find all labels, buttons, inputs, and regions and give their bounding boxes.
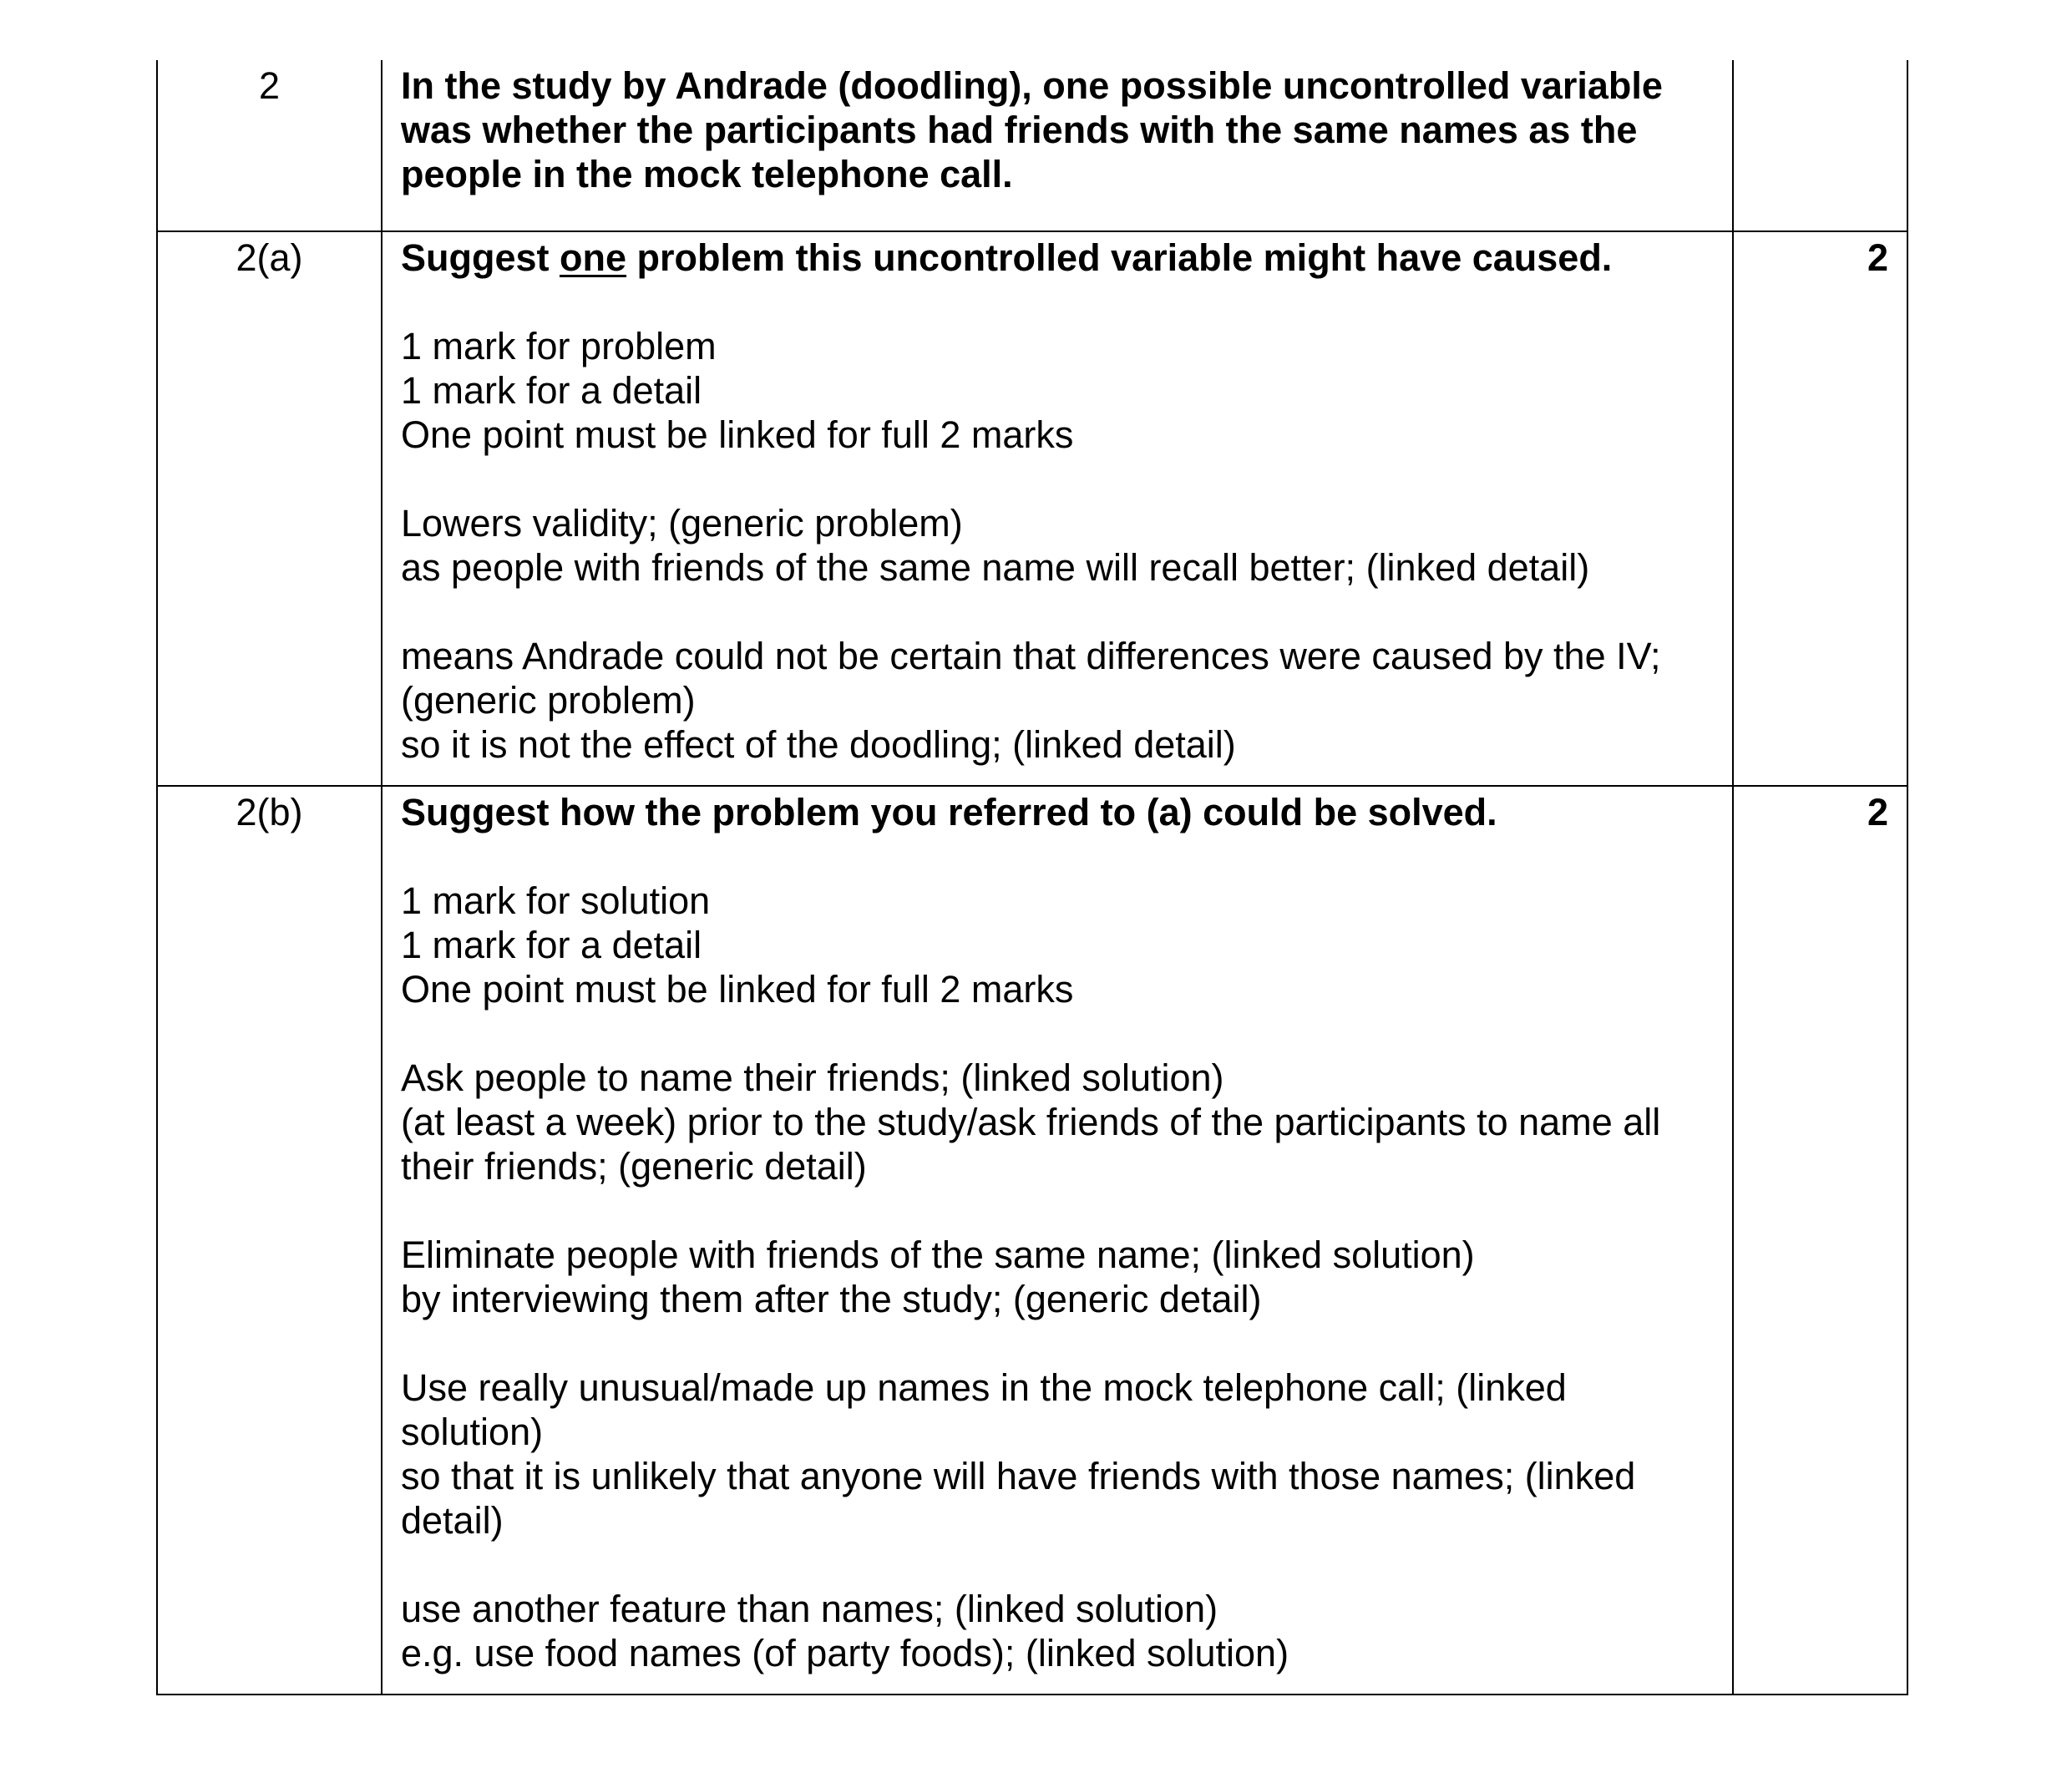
question-text-cell [382, 60, 1733, 231]
answer-line: Ask people to name their friends; (linked solution) [401, 1056, 1224, 1099]
marks-value [1734, 60, 1907, 63]
marks-cell [1733, 231, 1907, 786]
guidance-line: 1 mark for problem [401, 325, 717, 367]
question-number-cell [157, 60, 382, 231]
marks-value: 2 [1867, 791, 1888, 833]
answer-line: as people with friends of the same name will recall better; (linked detail) [401, 546, 1590, 589]
guidance-block [401, 324, 1715, 457]
answer-block [401, 1056, 1715, 1188]
answer-line: Eliminate people with friends of the same name; (linked solution) [401, 1234, 1475, 1276]
marks-cell [1733, 786, 1907, 1695]
guidance-block [401, 879, 1715, 1011]
answer-line: means Andrade could not be certain that differences were caused by the IV; (generic problem) [401, 635, 1661, 722]
answer-block [401, 501, 1715, 590]
answer-line: so that it is unlikely that anyone will have friends with those names; (linked detail) [401, 1455, 1636, 1542]
guidance-line: One point must be linked for full 2 marks [401, 968, 1074, 1011]
question-stem: In the study by Andrade (doodling), one possible uncontrolled variable was whether the participants had friends with the same names as the people in the mock telephone call. [401, 64, 1663, 195]
question-prompt-pre: Suggest [401, 236, 560, 279]
mark-scheme-table [156, 60, 1908, 1695]
question-prompt [401, 236, 1715, 280]
guidance-line: 1 mark for solution [401, 879, 711, 922]
marks-value: 2 [1867, 236, 1888, 279]
question-text-cell [382, 231, 1733, 786]
table-row-question-2b [157, 786, 1907, 1695]
answer-line: use another feature than names; (linked solution) [401, 1588, 1218, 1630]
question-number: 2(a) [236, 236, 303, 279]
answer-line: Lowers validity; (generic problem) [401, 502, 963, 545]
table-row-question-2a [157, 231, 1907, 786]
guidance-line: 1 mark for a detail [401, 369, 702, 412]
answer-block [401, 1233, 1715, 1321]
marks-cell [1733, 60, 1907, 231]
answer-line: (at least a week) prior to the study/ask friends of the participants to name all their friends; (generic detail) [401, 1101, 1661, 1188]
question-prompt: Suggest how the problem you referred to (a) could be solved. [401, 791, 1497, 833]
question-number-cell [157, 231, 382, 786]
table-row-question-2 [157, 60, 1907, 231]
question-number: 2 [258, 64, 281, 107]
question-number-cell [157, 786, 382, 1695]
answer-block [401, 634, 1715, 767]
answer-line: Use really unusual/made up names in the mock telephone call; (linked solution) [401, 1366, 1567, 1453]
question-number: 2(b) [236, 791, 303, 833]
question-text-cell [382, 786, 1733, 1695]
answer-line: e.g. use food names (of party foods); (linked solution) [401, 1632, 1289, 1674]
answer-block [401, 1365, 1715, 1543]
question-prompt-post: problem this uncontrolled variable might have caused. [626, 236, 1613, 279]
answer-block [401, 1587, 1715, 1675]
guidance-line: One point must be linked for full 2 marks [401, 413, 1074, 456]
answer-line: so it is not the effect of the doodling; (linked detail) [401, 723, 1236, 766]
guidance-line: 1 mark for a detail [401, 924, 702, 966]
question-prompt-underlined: one [560, 236, 627, 279]
answer-line: by interviewing them after the study; (generic detail) [401, 1278, 1262, 1320]
